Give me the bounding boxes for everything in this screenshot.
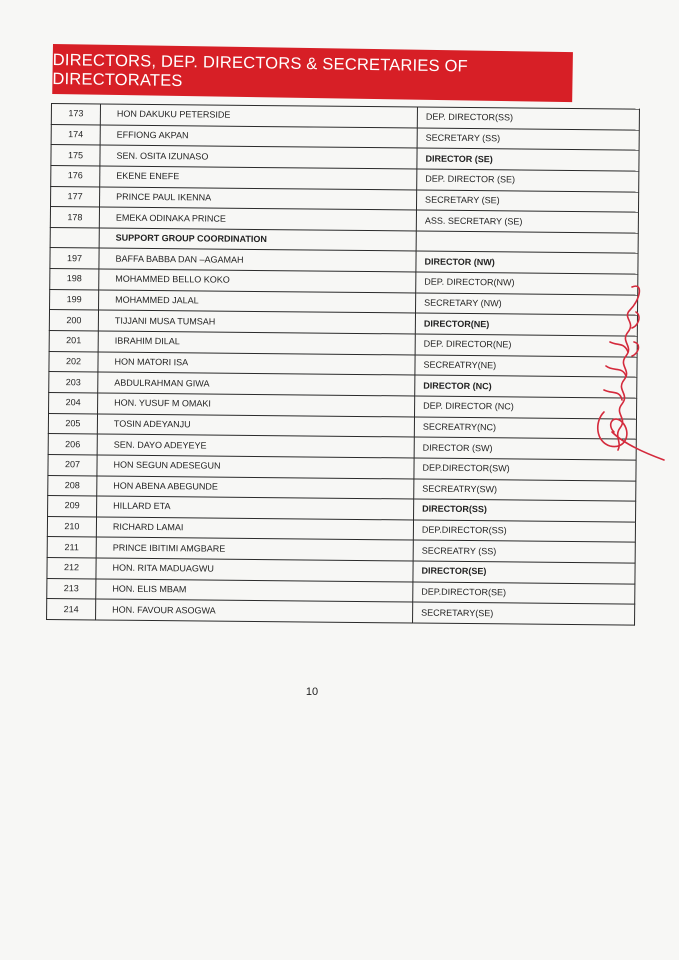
row-name: HON SEGUN ADESEGUN <box>97 455 414 479</box>
row-name: IBRAHIM DILAL <box>98 331 415 355</box>
row-role: DIRECTOR (NC) <box>415 375 637 398</box>
row-name: RICHARD LAMAI <box>96 517 413 541</box>
row-name: HON DAKUKU PETERSIDE <box>100 104 417 128</box>
signature-stroke <box>632 312 639 356</box>
row-role: DEP. DIRECTOR (NC) <box>415 396 637 419</box>
directors-table <box>46 103 640 626</box>
page-number: 10 <box>305 686 319 698</box>
row-number: 206 <box>48 434 97 455</box>
row-name: HON. RITA MADUAGWU <box>96 558 413 582</box>
row-role: DIRECTOR (SW) <box>414 437 636 460</box>
row-number: 201 <box>49 331 98 352</box>
directors-table-container <box>46 103 629 626</box>
row-role: SECRETARY(SE) <box>413 602 635 625</box>
row-role: DEP.DIRECTOR(SW) <box>414 458 636 481</box>
table-row <box>47 599 635 625</box>
row-role: SECRETARY (SE) <box>416 190 638 213</box>
row-number <box>50 227 99 248</box>
row-name: HILLARD ETA <box>97 496 414 520</box>
row-name: HON. FAVOUR ASOGWA <box>96 599 413 623</box>
row-name: HON. YUSUF M OMAKI <box>98 393 415 417</box>
row-name: EKENE ENEFE <box>100 166 417 190</box>
row-role <box>416 231 638 254</box>
row-number: 204 <box>49 392 98 413</box>
row-role: SECRETARY (SS) <box>417 128 639 151</box>
row-role: SECREATRY (SS) <box>413 540 635 563</box>
row-number: 178 <box>50 207 99 228</box>
row-role: DEP. DIRECTOR(SS) <box>417 107 639 130</box>
handwritten-signature <box>592 282 674 472</box>
document-title: DIRECTORS, DEP. DIRECTORS & SECRETARIES OF DIRECTORATES <box>52 50 469 91</box>
row-role: SECREATRY(SW) <box>414 479 636 502</box>
signature-stroke <box>604 342 628 400</box>
row-role: DEP.DIRECTOR(SS) <box>413 520 635 543</box>
row-role: DIRECTOR(NE) <box>415 313 637 336</box>
row-name: MOHAMMED BELLO KOKO <box>99 269 416 293</box>
row-name: SEN. OSITA IZUNASO <box>100 145 417 169</box>
row-number: 175 <box>51 145 100 166</box>
row-role: DIRECTOR (SE) <box>417 148 639 171</box>
row-name: EFFIONG AKPAN <box>100 125 417 149</box>
section-heading: SUPPORT GROUP COORDINATION <box>99 228 416 252</box>
title-banner <box>52 44 573 102</box>
row-name: EMEKA ODINAKA PRINCE <box>99 207 416 231</box>
row-role: DEP. DIRECTOR(NE) <box>415 334 637 357</box>
row-number: 211 <box>47 537 96 558</box>
row-number: 200 <box>49 310 98 331</box>
row-number: 173 <box>51 104 100 125</box>
row-role: ASS. SECRETARY (SE) <box>416 210 638 233</box>
row-number: 199 <box>50 289 99 310</box>
row-number: 207 <box>48 454 97 475</box>
row-number: 214 <box>47 599 96 620</box>
signature-stroke <box>618 286 640 450</box>
row-number: 203 <box>49 372 98 393</box>
row-name: PRINCE PAUL IKENNA <box>100 187 417 211</box>
row-role: DEP. DIRECTOR (SE) <box>417 169 639 192</box>
row-name: BAFFA BABBA DAN –AGAMAH <box>99 248 416 272</box>
row-name: MOHAMMED JALAL <box>99 290 416 314</box>
row-number: 209 <box>48 496 97 517</box>
row-role: DEP. DIRECTOR(NW) <box>416 272 638 295</box>
row-role: SECREATRY(NC) <box>414 417 636 440</box>
row-name: PRINCE IBITIMI AMGBARE <box>96 537 413 561</box>
row-number: 198 <box>50 269 99 290</box>
row-number: 197 <box>50 248 99 269</box>
row-number: 177 <box>51 186 100 207</box>
row-number: 202 <box>49 351 98 372</box>
row-name: SEN. DAYO ADEYEYE <box>97 434 414 458</box>
row-name: ABDULRAHMAN GIWA <box>98 372 415 396</box>
row-number: 212 <box>47 558 96 579</box>
row-name: HON ABENA ABEGUNDE <box>97 475 414 499</box>
row-role: DEP.DIRECTOR(SE) <box>413 582 635 605</box>
row-number: 176 <box>51 165 100 186</box>
directors-table-body <box>47 104 640 626</box>
row-name: TIJJANI MUSA TUMSAH <box>98 310 415 334</box>
row-number: 213 <box>47 578 96 599</box>
row-number: 174 <box>51 124 100 145</box>
row-role: DIRECTOR(SS) <box>414 499 636 522</box>
row-role: SECREATRY(NE) <box>415 355 637 378</box>
row-number: 210 <box>47 516 96 537</box>
row-role: DIRECTOR (NW) <box>416 251 638 274</box>
row-name: HON. ELIS MBAM <box>96 579 413 603</box>
row-name: HON MATORI ISA <box>98 352 415 376</box>
row-role: DIRECTOR(SE) <box>413 561 635 584</box>
signature-stroke <box>598 412 627 447</box>
row-number: 205 <box>48 413 97 434</box>
row-number: 208 <box>48 475 97 496</box>
row-name: TOSIN ADEYANJU <box>97 414 414 438</box>
row-role: SECRETARY (NW) <box>415 293 637 316</box>
